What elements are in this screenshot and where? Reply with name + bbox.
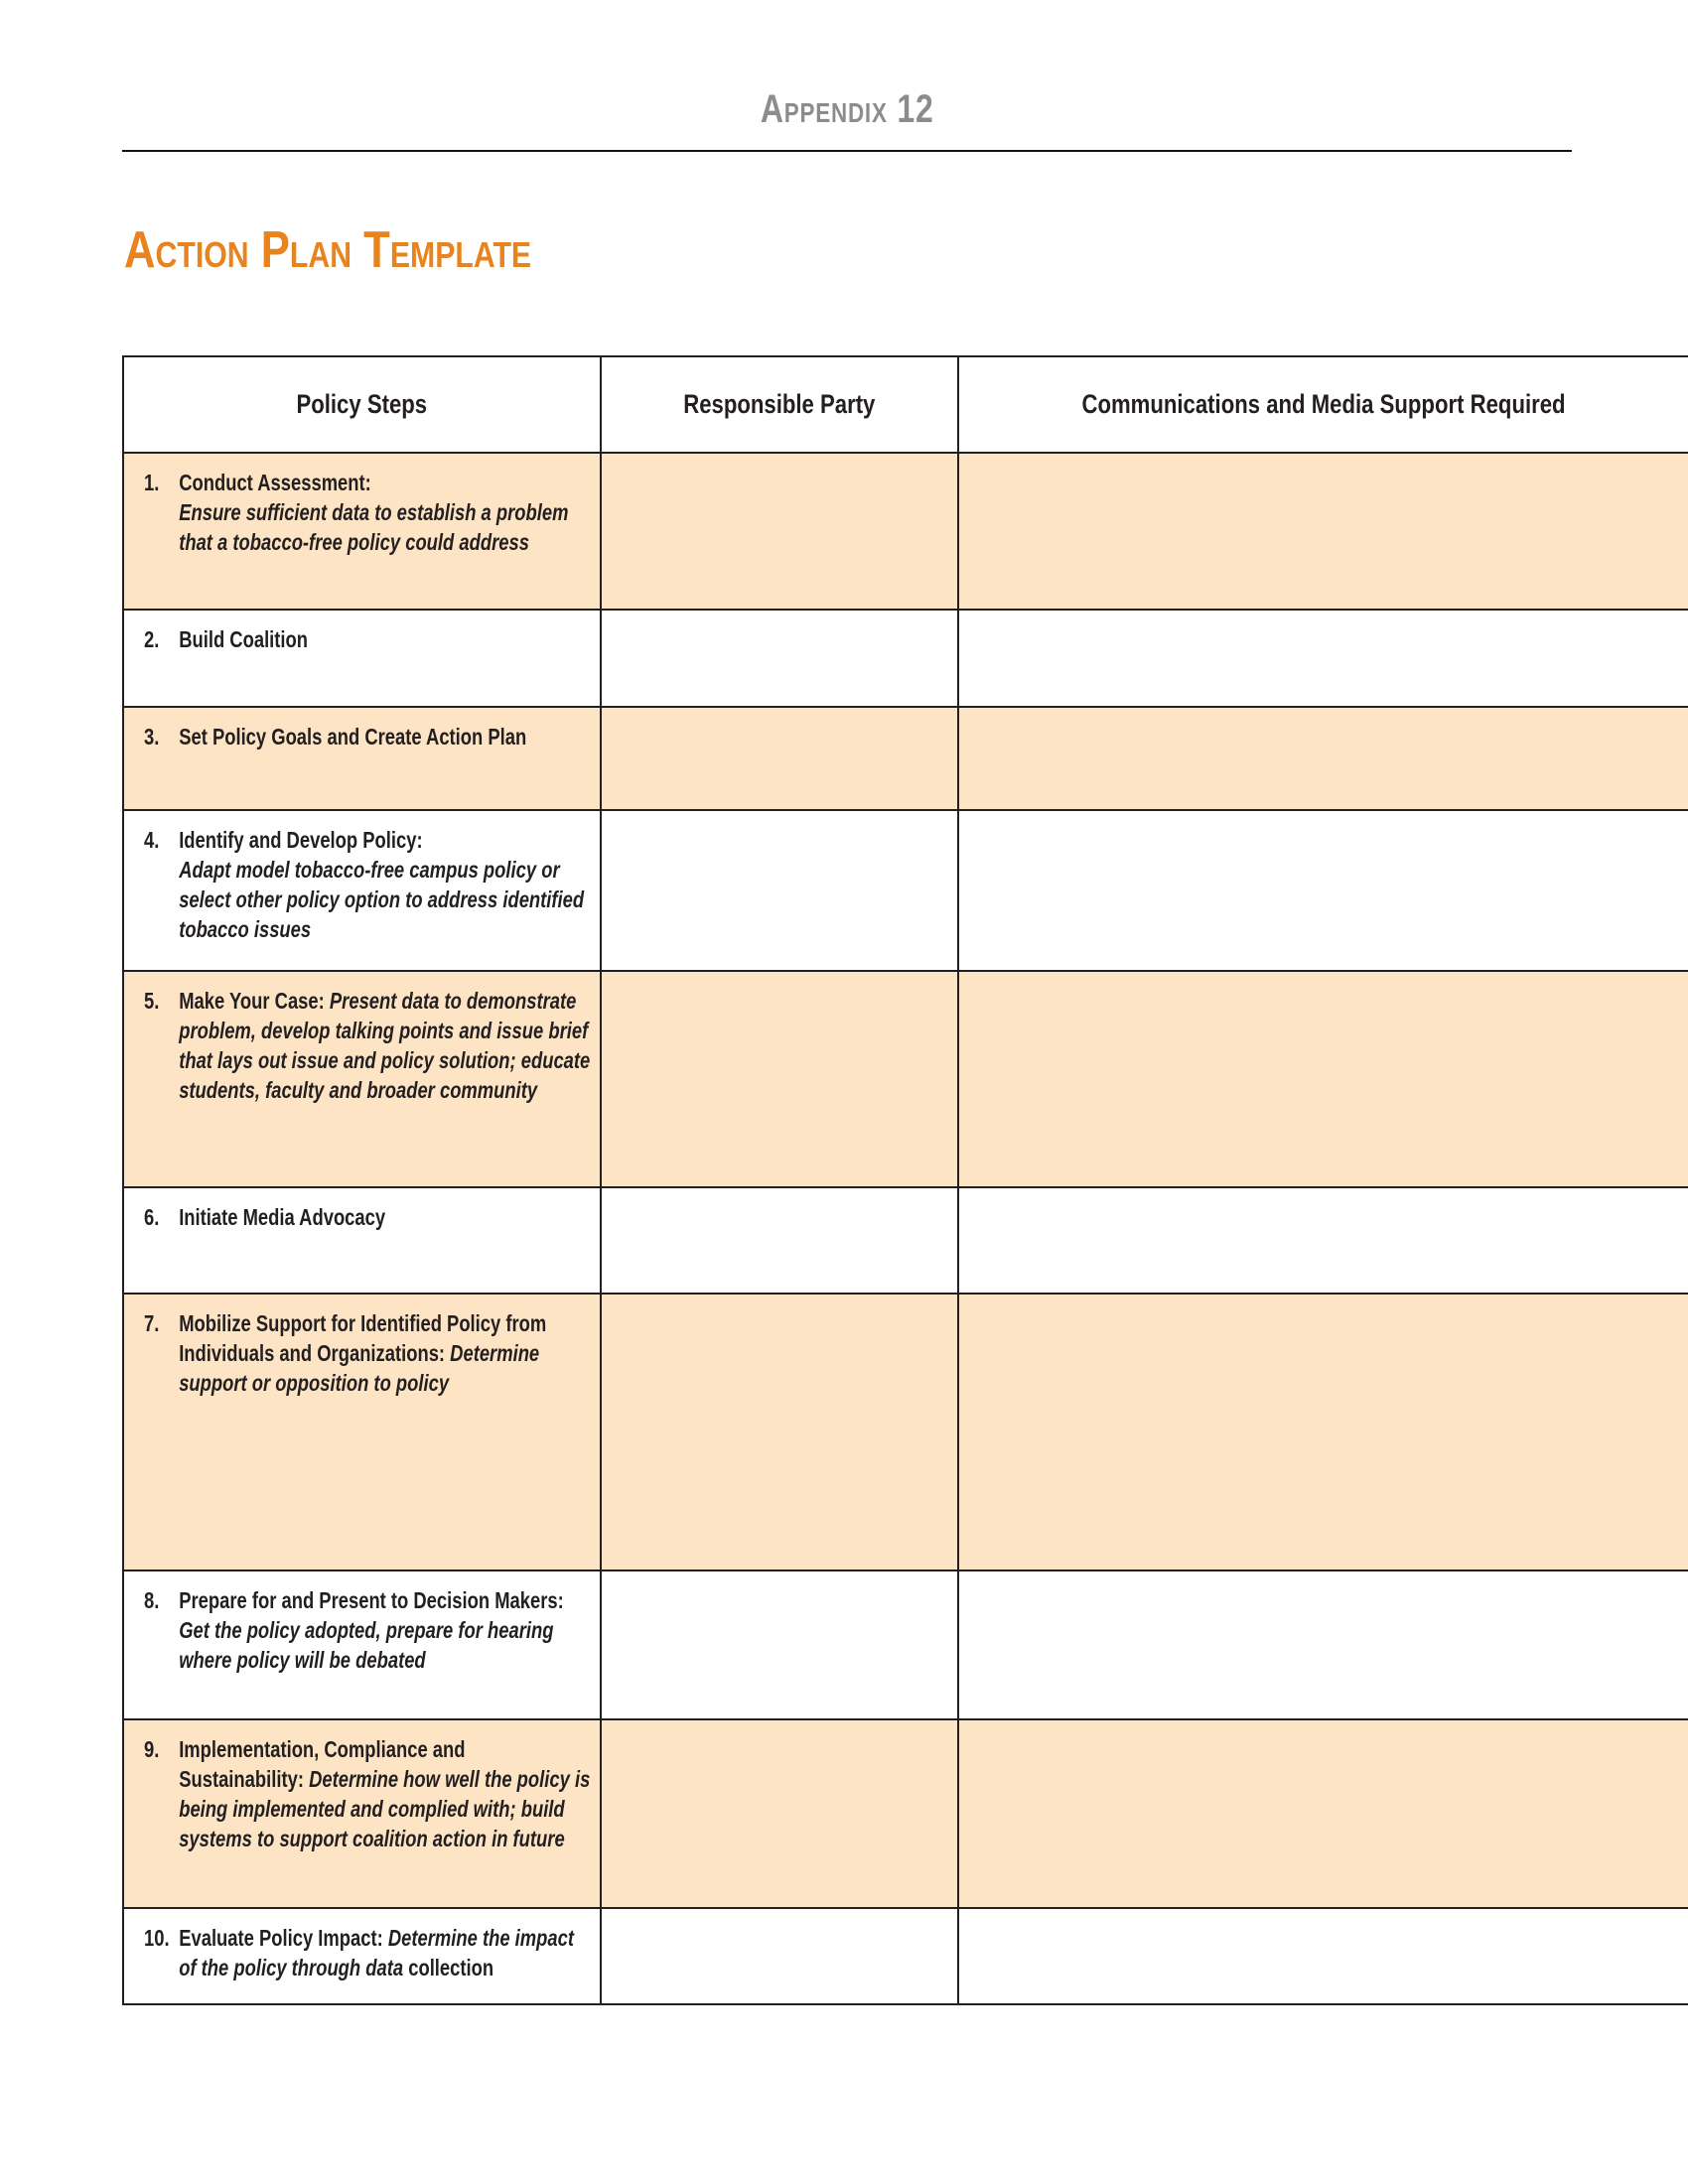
table-row [123, 1908, 1688, 2004]
step-number: 3. [144, 724, 160, 750]
policy-step-cell [123, 453, 601, 610]
communications-cell [958, 1187, 1688, 1294]
header-rule [122, 150, 1572, 152]
step-number: 9. [144, 1736, 160, 1762]
table-row [123, 1187, 1688, 1294]
step-number: 1. [144, 470, 160, 495]
table-row [123, 1570, 1688, 1719]
step-number: 8. [144, 1587, 160, 1613]
step-title: Prepare for and Present to Decision Makers: [179, 1587, 564, 1613]
step-number: 10. [144, 1925, 170, 1951]
responsible-party-cell [601, 1187, 958, 1294]
responsible-party-cell [601, 453, 958, 610]
step-detail: Determine how well the policy is being implemented and complied with; build systems to support coalition action in future [179, 1766, 591, 1851]
responsible-party-cell [601, 971, 958, 1187]
table-row [123, 810, 1688, 971]
column-header-responsible-party: Responsible Party [601, 356, 958, 453]
step-title: Initiate Media Advocacy [179, 1204, 386, 1230]
responsible-party-cell [601, 1719, 958, 1908]
action-plan-table [122, 355, 1688, 2005]
policy-step-cell [123, 707, 601, 810]
step-number: 7. [144, 1310, 160, 1336]
page-title-text: Action Plan Template [124, 221, 532, 279]
responsible-party-cell [601, 610, 958, 707]
policy-step-cell: 10. Evaluate Policy Impact: Determine the impact of the policy through data collection [123, 1908, 601, 2004]
policy-step-cell [123, 1719, 601, 1908]
communications-cell [958, 1294, 1688, 1570]
step-number: 4. [144, 827, 160, 853]
step-detail: Adapt model tobacco-free campus policy or select other policy option to address identified tobacco issues [179, 857, 585, 942]
responsible-party-cell [601, 810, 958, 971]
step-number: 2. [144, 626, 160, 652]
step-title: Build Coalition [179, 626, 309, 652]
policy-step-cell [123, 1294, 601, 1570]
step-number: 5. [144, 988, 160, 1014]
communications-cell [958, 610, 1688, 707]
communications-cell [958, 810, 1688, 971]
step-detail: Get the policy adopted, prepare for hearing where policy will be debated [179, 1617, 554, 1673]
responsible-party-cell [601, 707, 958, 810]
table-row [123, 1719, 1688, 1908]
step-detail: Determine the impact of the policy through data [179, 1925, 574, 1980]
policy-step-cell [123, 610, 601, 707]
appendix-heading [122, 87, 1572, 132]
step-detail: Ensure sufficient data to establish a problem that a tobacco-free policy could address [179, 499, 569, 555]
table-row [123, 1294, 1688, 1570]
table-header-row [123, 356, 1688, 453]
column-header-policy-steps: Policy Steps [123, 356, 601, 453]
communications-cell [958, 453, 1688, 610]
table-row [123, 610, 1688, 707]
page-title [124, 220, 609, 280]
table-row [123, 707, 1688, 810]
table-row [123, 453, 1688, 610]
step-title: Identify and Develop Policy: [179, 827, 423, 853]
responsible-party-cell [601, 1908, 958, 2004]
communications-cell [958, 707, 1688, 810]
step-detail: Determine support or opposition to policy [179, 1340, 540, 1396]
communications-cell [958, 1908, 1688, 2004]
step-title: Evaluate Policy Impact: [179, 1925, 388, 1951]
appendix-heading-text: Appendix 12 [760, 87, 934, 131]
policy-step-cell [123, 1187, 601, 1294]
step-title: Set Policy Goals and Create Action Plan [179, 724, 527, 750]
responsible-party-cell [601, 1294, 958, 1570]
communications-cell [958, 971, 1688, 1187]
column-header-communications: Communications and Media Support Required [958, 356, 1688, 453]
step-title: Conduct Assessment: [179, 470, 371, 495]
step-title: Make Your Case: [179, 988, 330, 1014]
responsible-party-cell [601, 1570, 958, 1719]
step-title: Mobilize Support for Identified Policy from Individuals and Organizations: [179, 1310, 547, 1366]
table-row [123, 971, 1688, 1187]
communications-cell [958, 1719, 1688, 1908]
step-title: Implementation, Compliance and Sustainability: [179, 1736, 466, 1792]
policy-step-cell [123, 1570, 601, 1719]
step-detail: Present data to demonstrate problem, develop talking points and issue brief that lays out issue and policy solution; educate students, faculty and broader community [179, 988, 591, 1103]
policy-step-cell [123, 810, 601, 971]
step-number: 6. [144, 1204, 160, 1230]
communications-cell [958, 1570, 1688, 1719]
policy-step-cell [123, 971, 601, 1187]
